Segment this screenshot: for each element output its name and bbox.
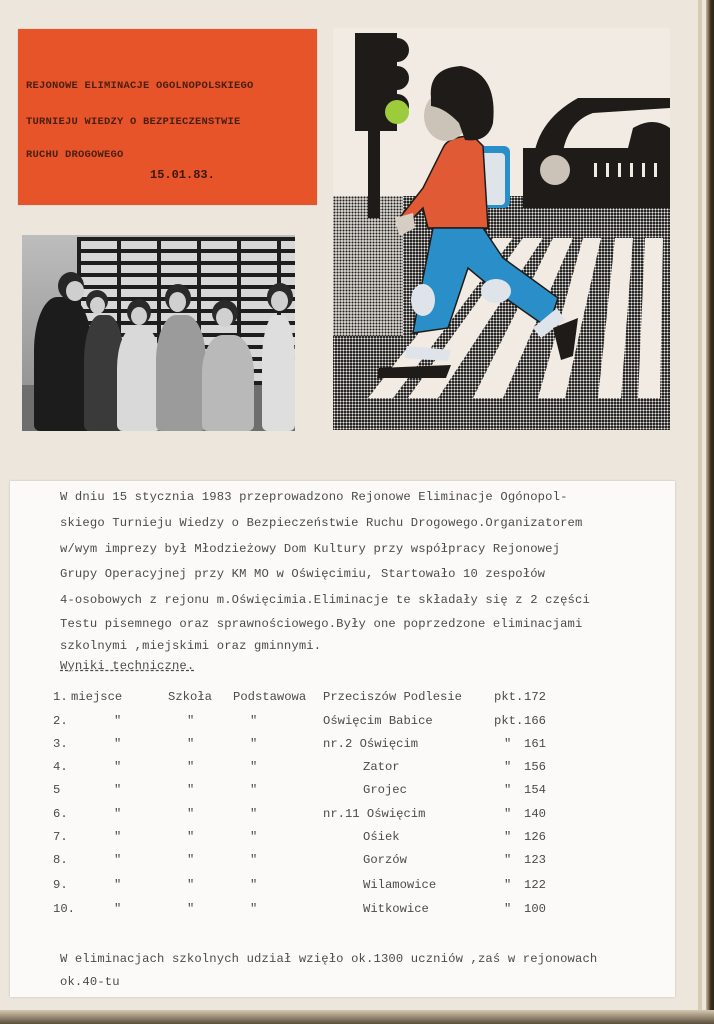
result-school-type: ": [187, 737, 195, 751]
result-school-name: nr.2 Oświęcim: [323, 737, 419, 751]
result-label: ": [114, 830, 122, 844]
result-label: ": [114, 737, 122, 751]
result-points: 154: [524, 783, 546, 797]
result-school-kind: ": [250, 878, 258, 892]
result-school-type: ": [187, 902, 195, 916]
result-points: 126: [524, 830, 546, 844]
result-school-type: ": [187, 807, 195, 821]
result-place: 5: [53, 783, 61, 797]
title-card: [18, 29, 317, 205]
result-label: ": [114, 714, 122, 728]
title-line-2: TURNIEJU WIEDZY O BEZPIECZENSTWIE: [26, 116, 241, 128]
result-school-type: ": [187, 714, 195, 728]
result-row: [10, 902, 675, 922]
result-row: [10, 783, 675, 803]
typed-report: [10, 481, 675, 997]
result-school-kind: ": [250, 807, 258, 821]
result-school-kind: ": [250, 760, 258, 774]
closing-line: W eliminacjach szkolnych udział wzięło ok.1300 uczniów ,zaś w rejonowach: [60, 952, 598, 966]
paragraph-line: skiego Turnieju Wiedzy o Bezpieczeństwie Ruchu Drogowego.Organizatorem: [60, 516, 583, 530]
result-points: 100: [524, 902, 546, 916]
result-place: 2.: [53, 714, 68, 728]
closing-line: ok.40-tu: [60, 975, 120, 989]
result-points: 166: [524, 714, 546, 728]
car-silhouette: [523, 98, 670, 208]
result-points-prefix: ": [504, 902, 512, 916]
result-place: 9.: [53, 878, 68, 892]
result-row: [10, 830, 675, 850]
result-label: ": [114, 902, 122, 916]
result-points-prefix: ": [504, 853, 512, 867]
result-row: [10, 853, 675, 873]
result-label: ": [114, 760, 122, 774]
result-school-kind: ": [250, 902, 258, 916]
result-school-type: ": [187, 783, 195, 797]
result-school-kind: Podstawowa: [233, 690, 307, 704]
result-school-name: nr.11 Oświęcim: [323, 807, 426, 821]
green-light-icon: [385, 100, 409, 124]
result-points-prefix: pkt.: [494, 714, 524, 728]
car-headlight: [540, 155, 570, 185]
result-row: [10, 737, 675, 757]
result-points: 122: [524, 878, 546, 892]
result-row: [10, 807, 675, 827]
result-row: [10, 690, 675, 710]
result-school-type: ": [187, 760, 195, 774]
result-school-name: Gorzów: [363, 853, 407, 867]
results-heading: Wyniki techniczne.: [60, 659, 195, 673]
result-points: 123: [524, 853, 546, 867]
result-school-type: Szkoła: [168, 690, 212, 704]
result-school-name: Grojec: [363, 783, 407, 797]
traffic-light: [355, 33, 409, 218]
result-place: 10.: [53, 902, 75, 916]
result-school-type: ": [187, 853, 195, 867]
result-points: 172: [524, 690, 546, 704]
result-points-prefix: ": [504, 807, 512, 821]
paragraph-line: Testu pisemnego oraz sprawnościowego.Były one poprzedzone eliminacjami: [60, 617, 583, 631]
result-place: 7.: [53, 830, 68, 844]
result-school-kind: ": [250, 714, 258, 728]
result-place: 4.: [53, 760, 68, 774]
photo-person-boy: [117, 327, 161, 431]
result-school-name: Witkowice: [363, 902, 429, 916]
result-points-prefix: ": [504, 783, 512, 797]
result-points-prefix: pkt.: [494, 690, 524, 704]
result-school-kind: ": [250, 783, 258, 797]
result-points: 156: [524, 760, 546, 774]
album-binding-edge: [706, 0, 714, 1024]
result-points: 161: [524, 737, 546, 751]
paragraph-line: Grupy Operacyjnej przy KM MO w Oświęcimiu, Startowało 10 zespołów: [60, 567, 546, 581]
result-label: ": [114, 853, 122, 867]
paragraph-line: 4-osobowych z rejonu m.Oświęcimia.Eliminacje te składały się z 2 części: [60, 593, 590, 607]
paragraph-line: szkolnymi ,miejskimi oraz gminnymi.: [60, 639, 322, 653]
result-school-name: Oświęcim Babice: [323, 714, 433, 728]
result-points: 140: [524, 807, 546, 821]
result-row: [10, 878, 675, 898]
title-line-3: RUCHU DROGOWEGO: [26, 149, 124, 161]
road-safety-illustration: [333, 28, 670, 430]
result-school-kind: ": [250, 853, 258, 867]
title-line-1: REJONOWE ELIMINACJE OGOLNOPOLSKIEGO: [26, 80, 254, 92]
ceremony-photo: [22, 235, 295, 431]
illustration-drawing: [333, 28, 670, 430]
result-school-kind: ": [250, 737, 258, 751]
result-school-kind: ": [250, 830, 258, 844]
result-place: 6.: [53, 807, 68, 821]
result-school-name: Zator: [363, 760, 400, 774]
result-label: ": [114, 878, 122, 892]
result-school-name: Przeciszów Podlesie: [323, 690, 462, 704]
result-points-prefix: ": [504, 830, 512, 844]
result-row: [10, 714, 675, 734]
result-row: [10, 760, 675, 780]
title-date: 15.01.83.: [150, 168, 215, 182]
result-school-type: ": [187, 830, 195, 844]
result-place: 1.: [53, 690, 68, 704]
paragraph-line: W dniu 15 stycznia 1983 przeprowadzono Rejonowe Eliminacje Ogónopol-: [60, 490, 568, 504]
result-school-name: Wilamowice: [363, 878, 437, 892]
album-bottom-edge: [0, 1010, 714, 1024]
paragraph-line: w/wym imprezy był Młodzieżowy Dom Kultury przy współpracy Rejonowej: [60, 542, 561, 556]
result-points-prefix: ": [504, 878, 512, 892]
album-page-edge: [698, 0, 702, 1024]
result-points-prefix: ": [504, 737, 512, 751]
result-place: 3.: [53, 737, 68, 751]
result-school-name: Ośiek: [363, 830, 400, 844]
result-label: ": [114, 807, 122, 821]
result-label: ": [114, 783, 122, 797]
result-school-type: ": [187, 878, 195, 892]
result-place: 8.: [53, 853, 68, 867]
result-label: miejsce: [71, 690, 123, 704]
result-points-prefix: ": [504, 760, 512, 774]
